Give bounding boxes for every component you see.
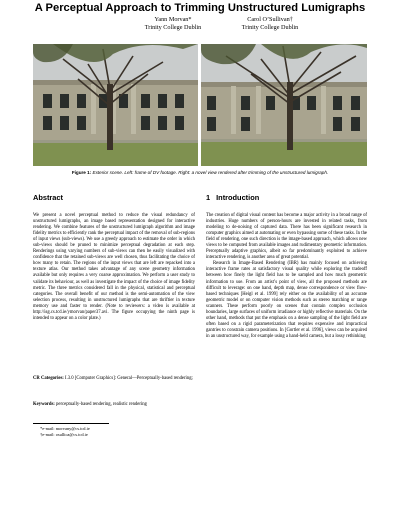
footnote-rule [33,423,109,424]
author-2-affiliation: Trinity College Dublin [241,24,299,31]
introduction-paragraph-1: The creation of digital visual content has become a major activity in a broad range of industries. Huge numbers of person-hours are invested in related tasks, from modeling to de-noising of captured data. There has been significant research in computer graphics aimed at automating or even bypassing some of these tasks. In the field of rendering, one such direction is the image-based approach, which allows new views to be computed from available images and rudimentary geometric information. Perceptually adaptive graphics, albeit so far predominantly exploited to achieve interactive rendering, is another area of great potential. [206,213,367,261]
figure-image-dv-frame [33,44,198,166]
introduction-number: 1 [206,193,211,202]
keywords [33,402,195,408]
abstract-section [33,193,195,322]
keywords-text: perceptually-based rendering, realistic rendering [56,402,147,407]
abstract-text: We present a novel perceptual method to reduce the visual redundancy of unstructured lumigraphs, an image based representation designed for interactive rendering. We combine features of the unstructured lumigraph algorithm and image fidelity metrics to efficiently rank the perceptual impact of the removal of sub-regions of input views (sub-views). We use a greedy approach to estimate the order in which sub-views should be pruned to minimize perceptual degradation at each step. Renderings using varying numbers of sub-views can then be easily visualized with confidence that the retained sub-views are well chosen, thus facilitating the choice of how many to retain. The regions of the input views that are left are repacked into a texture atlas. Our method takes advantage of any scene geometry information available but only requires a very coarse approximation. We perform a user study to validate its behaviour, as well as investigate the impact of the choice of image fidelity metric. The three metrics considered fall in the physical, statistical and perceptual categories. The overall benefit of our method is the semi-automation of the view selection process, resulting in unstructured lumigraphs that are thriftier in texture memory use and faster to render. (Note to reviewers: a video is available at http://isg.cs.tcd.ie/ymorvan/paper37.avi. The figure occupying the ninth page is intended to appear on a color plate.) [33,213,195,321]
cr-categories-text: I.3.0 [Computer Graphics]: General—Perceptually-based rendering; [65,376,193,381]
author-1-affiliation: Trinity College Dublin [144,24,202,31]
abstract-heading: Abstract [33,193,63,202]
introduction-paragraph-2: Research in Image-Based Rendering (IBR) has mainly focused on achieving interactive frame rates at satisfactory visual quality while exploring the tradeoff between how finely the light field has to be sampled and how much geometric information to use. From an artist’s point of view, all the proposed methods are difficult to leverage: on one hand, depth map, dense correspondence or view flow-based techniques [Heigl et al. 1999] rely either on the availability of an accurate geometric model or on computer vision methods such as stereo matching or range scanners. These perform poorly on scenes that contain complex occlusion boundaries, large surfaces of uniform irradiance or highly reflective materials. On the other hand, methods that put the emphasis on a dense sampling of the light field are often based on a rigid parameterization that requires expensive and impractical gantries to constrain camera positions. In [Gortler et al. 1996], views can be acquired in an unstructured way, for example using a hand-held camera, but a lossy rethinking [206,261,367,339]
footnotes [40,426,90,438]
introduction-title: Introduction [216,193,260,202]
paper-title: A Perceptual Approach to Trimming Unstructured Lumigraphs [34,2,366,14]
author-1-name: Yann Morvan* [154,16,192,23]
cr-categories [33,376,195,382]
introduction-section [206,193,367,340]
keywords-label: Keywords: [33,402,55,407]
author-2-name: Carol O’Sullivan† [247,16,293,23]
footnote-email-1: *e-mail: morvany@cs.tcd.ie [40,426,90,431]
author-2 [210,16,330,32]
figure-image-novel-view [201,44,367,166]
cr-categories-label: CR Categories: [33,376,64,381]
introduction-heading [206,193,367,202]
footnote-email-2: †e-mail: osullica@cs.tcd.ie [40,431,88,437]
figure-caption-text: Exterior scene. Left: frame of DV footage. Right: a novel view rendered after trimming of the unstructured lumigraph. [92,170,329,175]
figure-caption [33,170,367,176]
figure-label: Figure 1: [71,170,92,175]
